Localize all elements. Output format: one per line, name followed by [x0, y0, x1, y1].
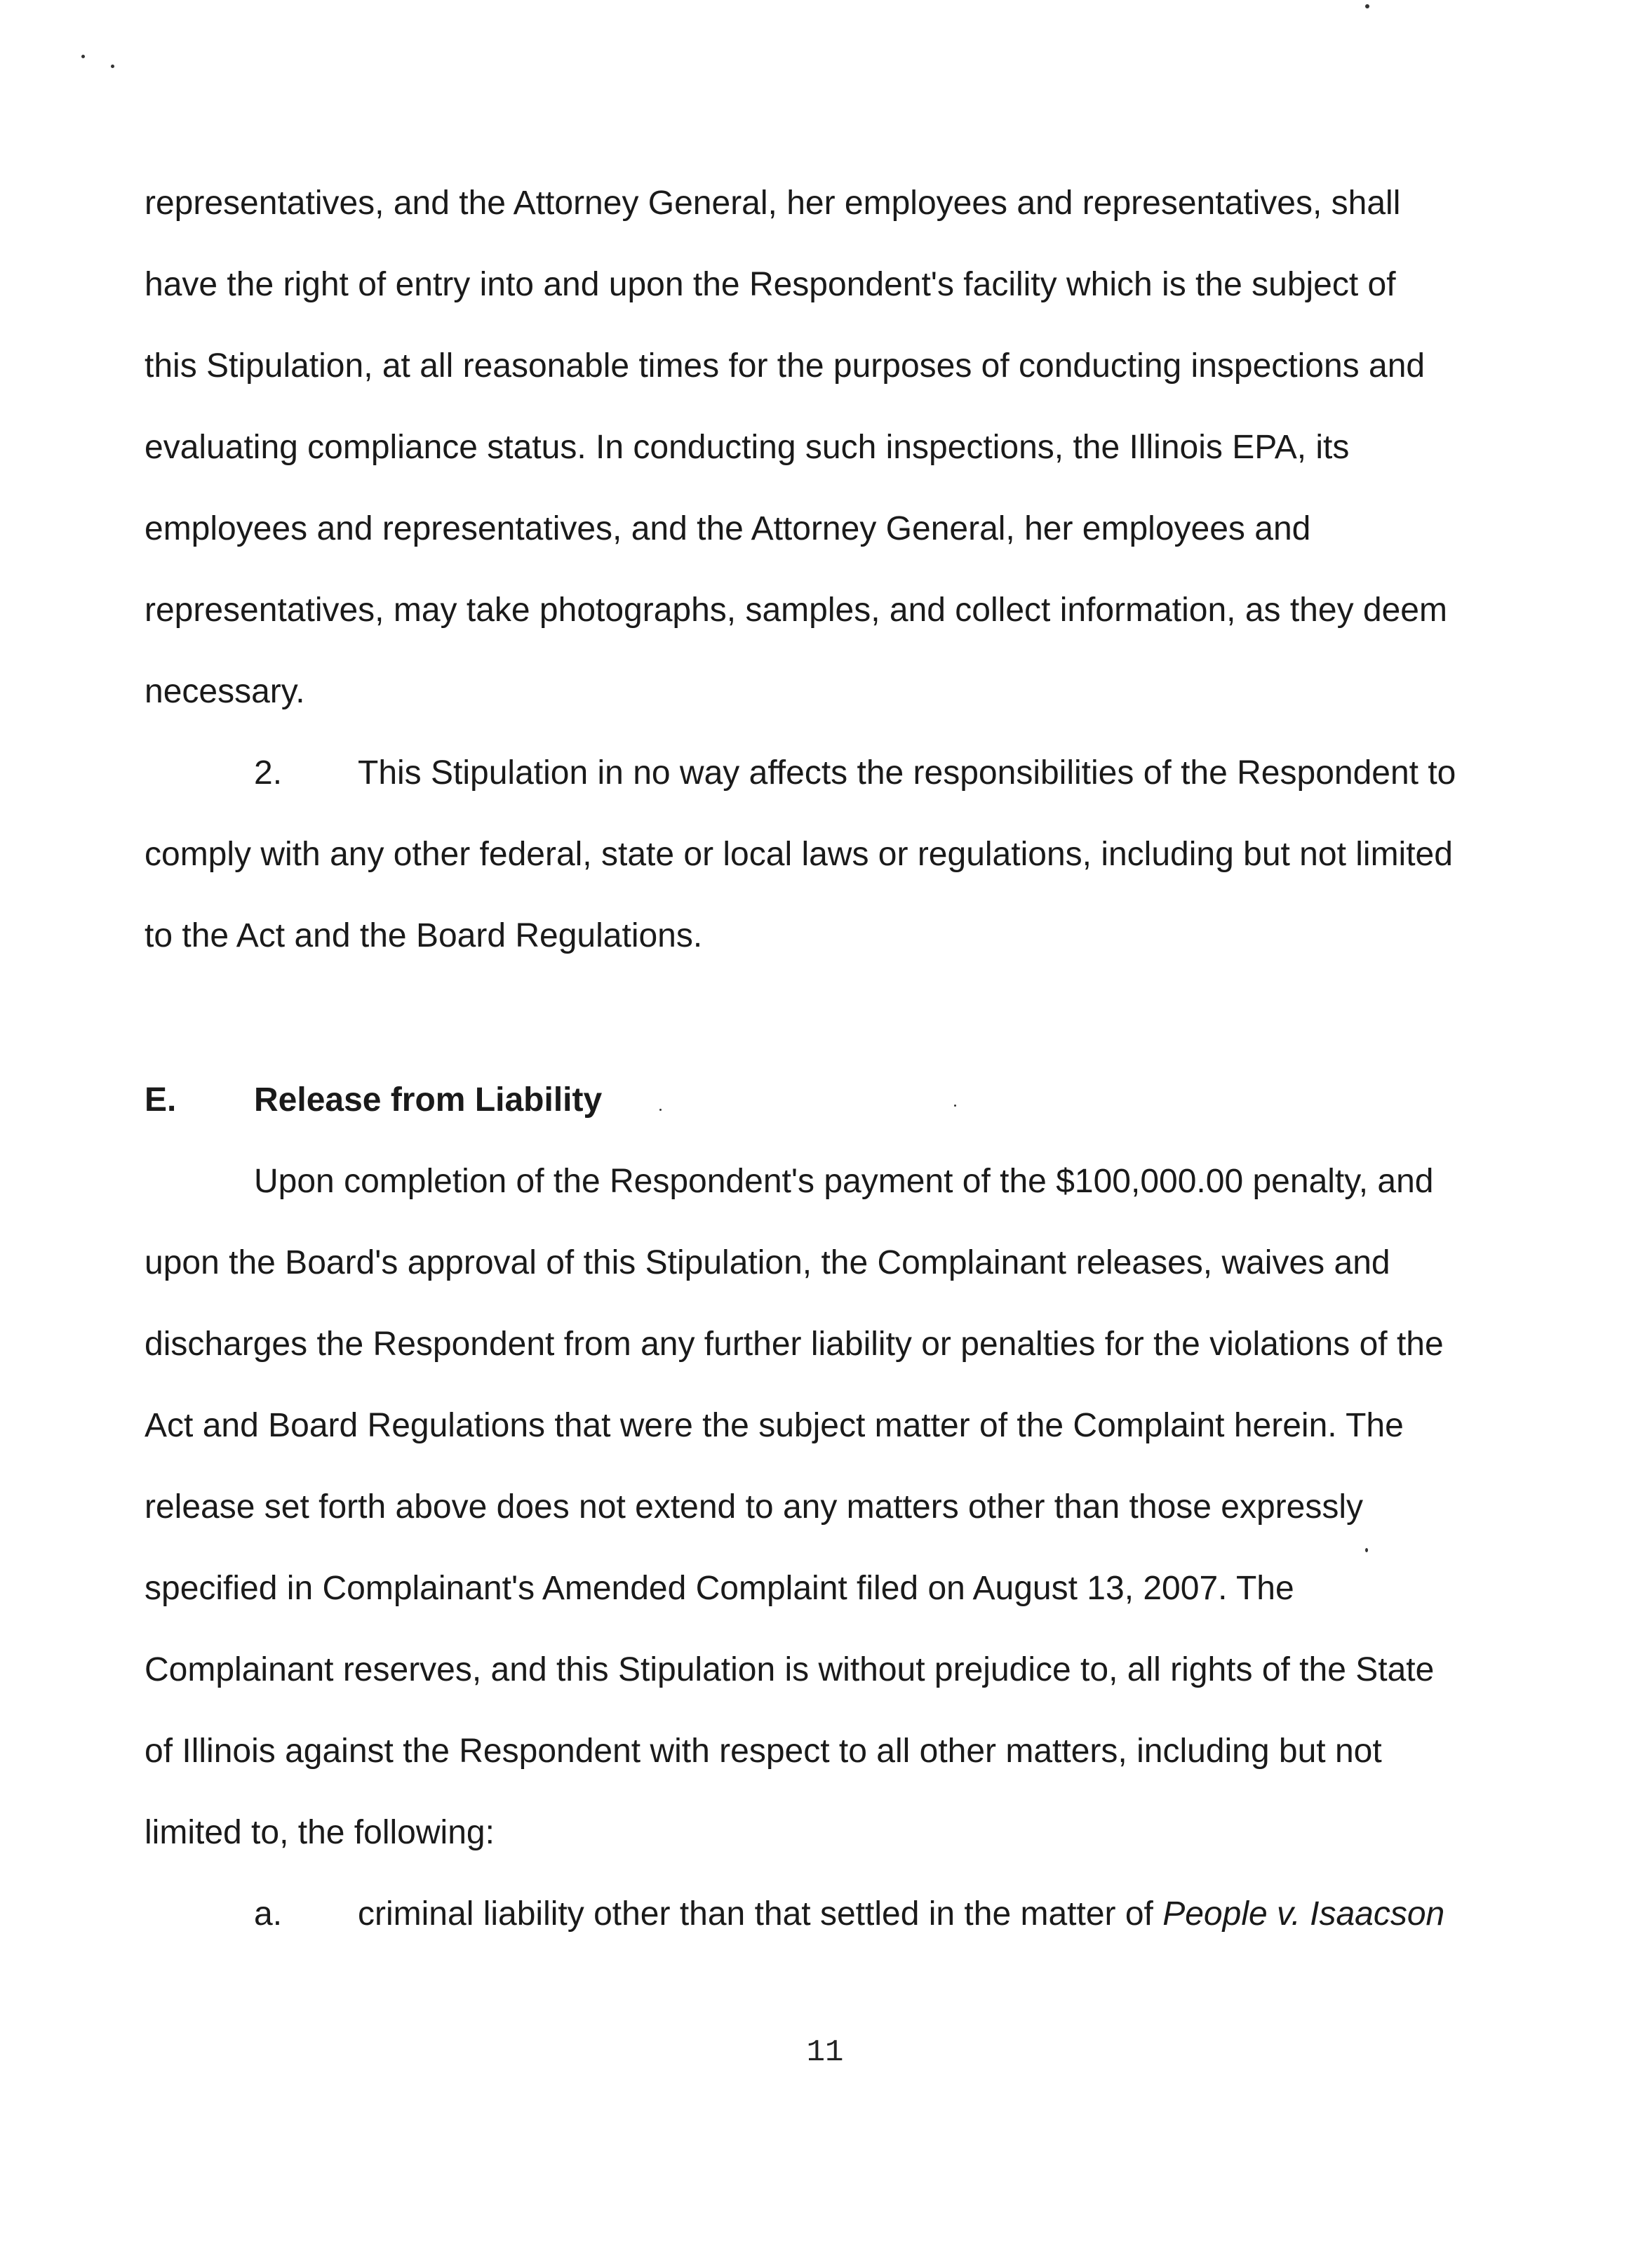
paragraph-line: limited to, the following:: [145, 1814, 495, 1851]
scan-speck: [659, 1109, 662, 1111]
item-text-line: to the Act and the Board Regulations.: [145, 917, 703, 954]
page-number: 11: [806, 2035, 844, 2070]
paragraph-line: discharges the Respondent from any further liability or penalties for the violations of the: [145, 1326, 1444, 1363]
paragraph-line: Upon completion of the Respondent's payment of the $100,000.00 penalty, and: [254, 1163, 1434, 1200]
item-number: 2.: [254, 754, 283, 792]
scan-speck: [111, 65, 114, 68]
paragraph-line: this Stipulation, at all reasonable times for the purposes of conducting inspections and: [145, 347, 1426, 385]
section-heading: [145, 1081, 602, 1119]
scan-speck: [81, 55, 85, 58]
scan-speck: [954, 1105, 956, 1107]
item-text-line: [358, 1895, 1444, 1933]
paragraph-line: necessary.: [145, 673, 305, 710]
case-name: People v. Isaacson: [1162, 1895, 1445, 1933]
item-text-line: comply with any other federal, state or local laws or regulations, including but not limited: [145, 836, 1453, 873]
paragraph-line: Act and Board Regulations that were the subject matter of the Complaint herein. The: [145, 1407, 1404, 1444]
paragraph-line: Complainant reserves, and this Stipulation is without prejudice to, all rights of the State: [145, 1651, 1435, 1688]
item-letter: a.: [254, 1895, 283, 1933]
paragraph-line: release set forth above does not extend to any matters other than those expressly: [145, 1488, 1364, 1526]
section-title: Release from Liability: [254, 1081, 603, 1119]
paragraph-line: of Illinois against the Respondent with respect to all other matters, including but not: [145, 1733, 1382, 1770]
scan-speck: [1365, 1548, 1368, 1552]
paragraph-line: have the right of entry into and upon the Respondent's facility which is the subject of: [145, 266, 1396, 303]
item-text-line: This Stipulation in no way affects the responsibilities of the Respondent to: [358, 754, 1456, 792]
scan-speck: [1365, 4, 1369, 8]
paragraph-line: upon the Board's approval of this Stipulation, the Complainant releases, waives and: [145, 1244, 1390, 1281]
paragraph-line: employees and representatives, and the Attorney General, her employees and: [145, 510, 1311, 547]
paragraph-line: representatives, and the Attorney General, her employees and representatives, shall: [145, 185, 1401, 222]
paragraph-line: evaluating compliance status. In conducting such inspections, the Illinois EPA, its: [145, 429, 1350, 466]
paragraph-line: representatives, may take photographs, samples, and collect information, as they deem: [145, 592, 1447, 629]
section-label: E.: [145, 1081, 177, 1119]
item-text: criminal liability other than that settled in the matter of: [358, 1895, 1163, 1933]
paragraph-line: specified in Complainant's Amended Complaint filed on August 13, 2007. The: [145, 1570, 1294, 1607]
